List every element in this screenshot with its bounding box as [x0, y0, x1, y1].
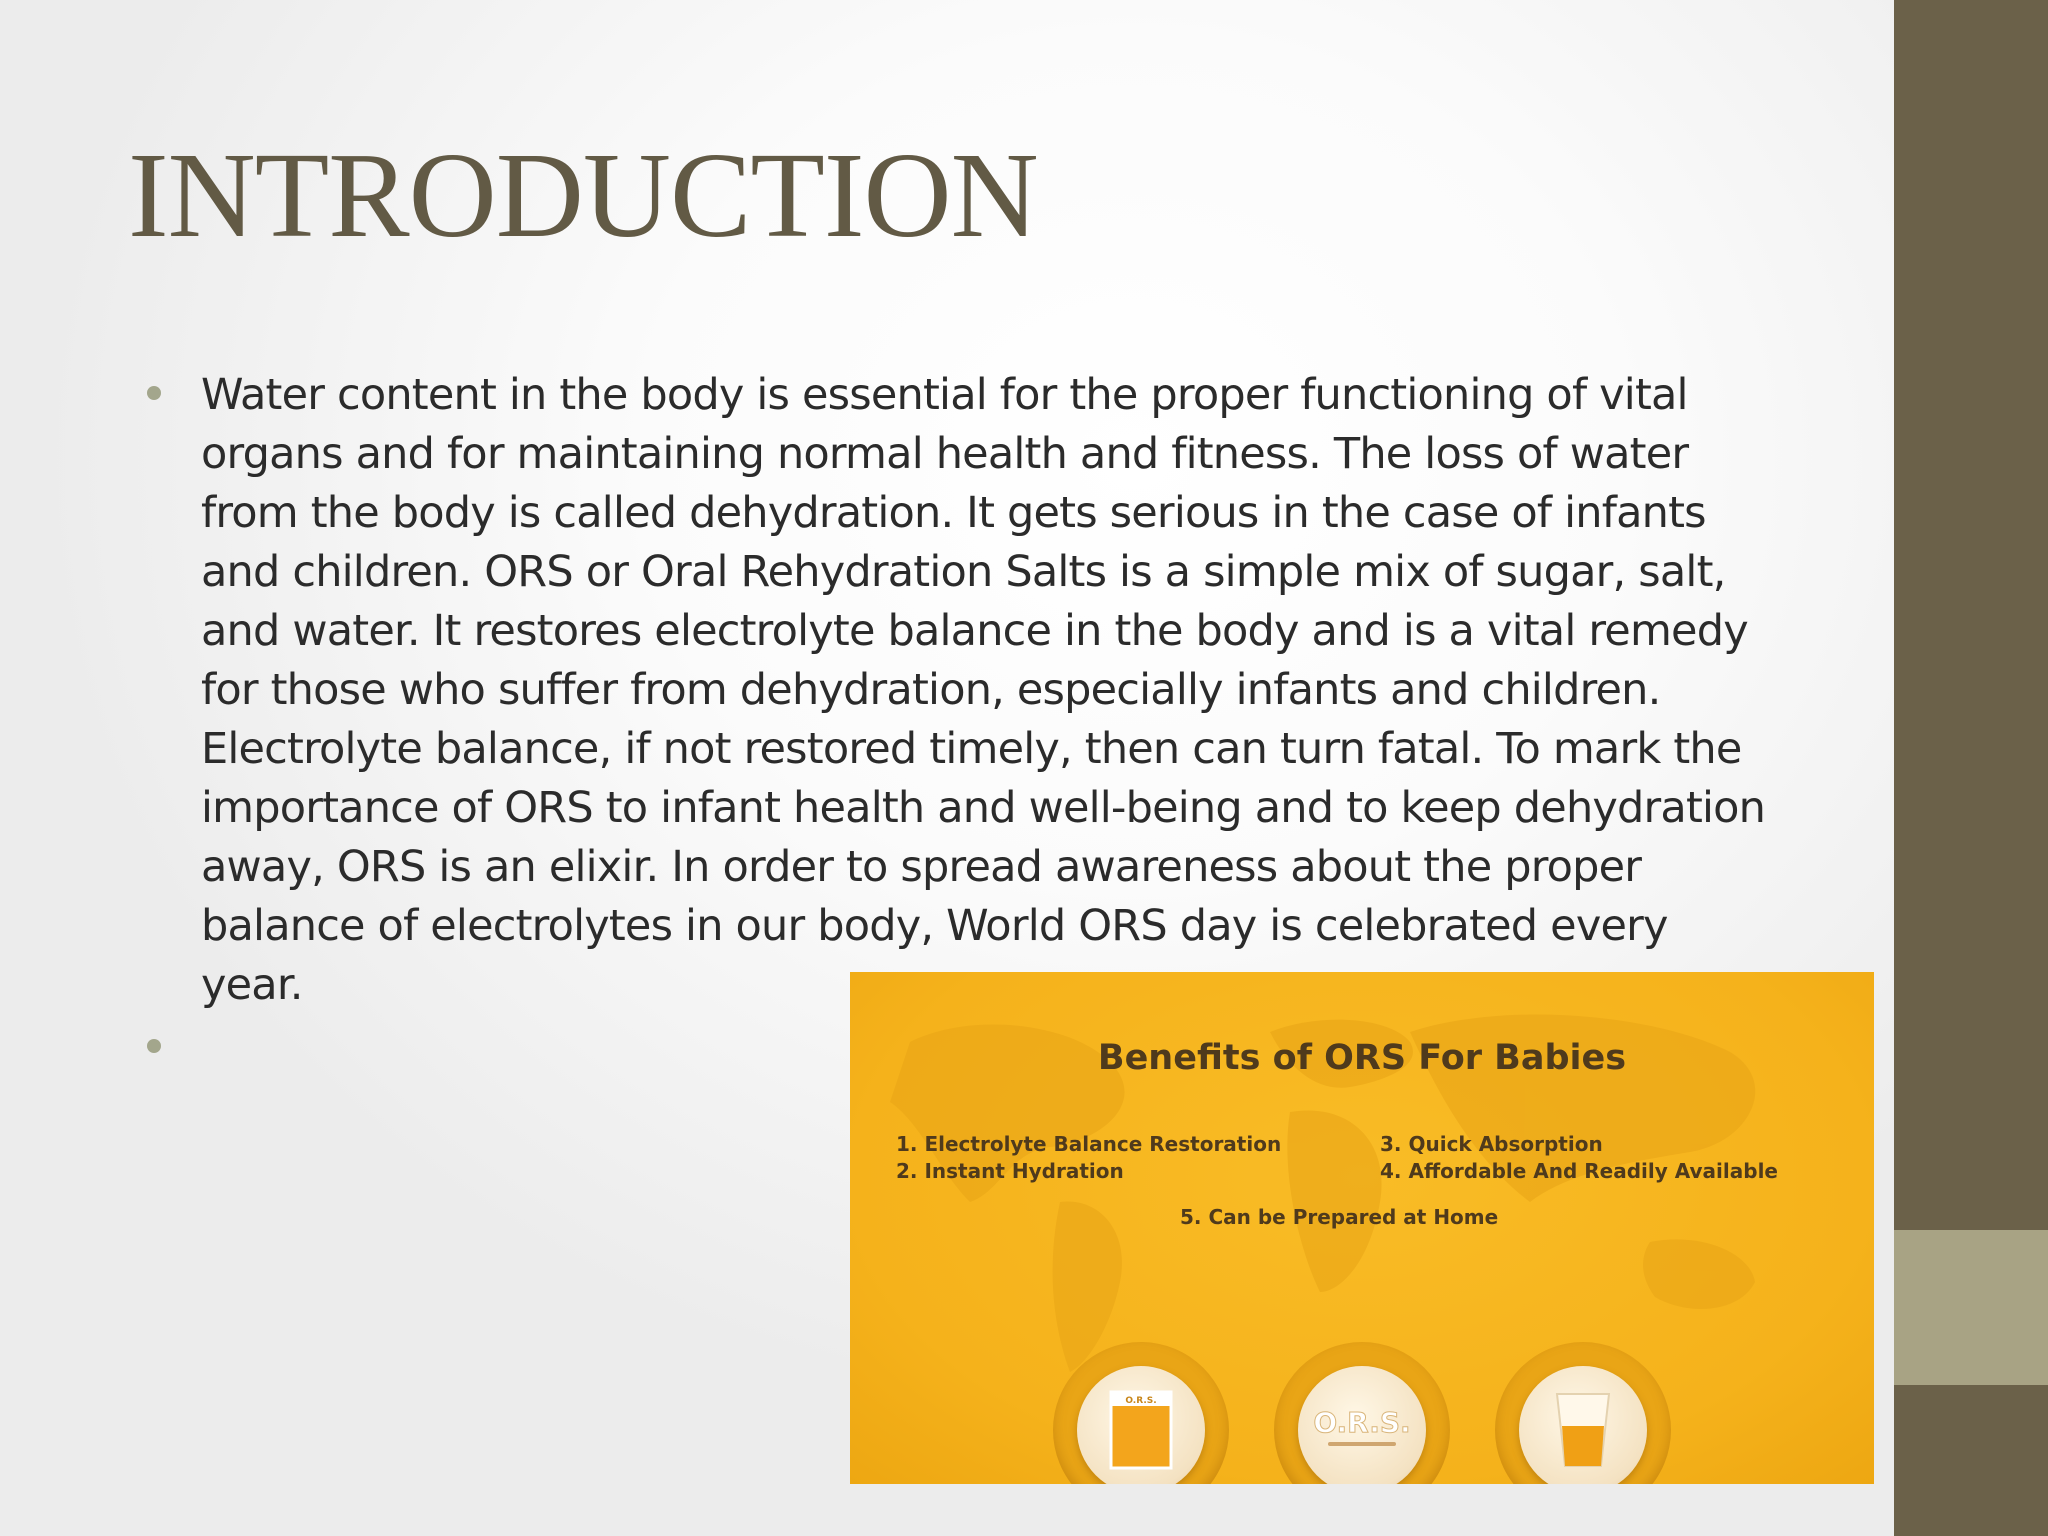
bullet-marker — [147, 1039, 161, 1053]
slide-title: INTRODUCTION — [128, 128, 1038, 263]
glass-icon — [1553, 1390, 1613, 1470]
bullet-text: Water content in the body is essential for the proper functioning of vital organs and for maintaining normal health and fitness. The loss of water from the body is called dehydration. It gets serious in the case of infants and children. ORS or Oral Rehydration Salts is a simple mix of sugar, salt, and water. It restores electrolyte balance in the body and is a vital remedy for those who suffer from dehydration, especially infants and children. Electrolyte balance, if not restored timely, then can turn fatal. To mark the importance of ORS to infant health and well-being and to keep dehydration away, ORS is an elixir. In order to spread awareness about the proper balance of electrolytes in our body, World ORS day is celebrated every year. — [201, 370, 1766, 1010]
image-title: Benefits of ORS For Babies — [1097, 1038, 1627, 1078]
benefit-item: 5. Can be Prepared at Home — [1180, 1205, 1499, 1229]
ors-packet-icon — [1107, 1388, 1175, 1472]
benefit-item: 2. Instant Hydration — [896, 1159, 1124, 1183]
benefit-item: 3. Quick Absorption — [1380, 1132, 1603, 1156]
benefit-item: 1. Electrolyte Balance Restoration — [896, 1132, 1282, 1156]
bullet-marker — [147, 386, 161, 400]
ors-badge-icon — [1302, 1390, 1422, 1470]
decorative-sidebar-band — [1894, 1230, 2048, 1385]
benefit-item: 4. Affordable And Readily Available — [1380, 1159, 1778, 1183]
badge-label: O.R.S. — [1313, 1406, 1411, 1439]
packet-label: O.R.S. — [1125, 1396, 1157, 1406]
bullet-item — [145, 366, 1795, 1015]
ors-benefits-image — [850, 972, 1874, 1484]
